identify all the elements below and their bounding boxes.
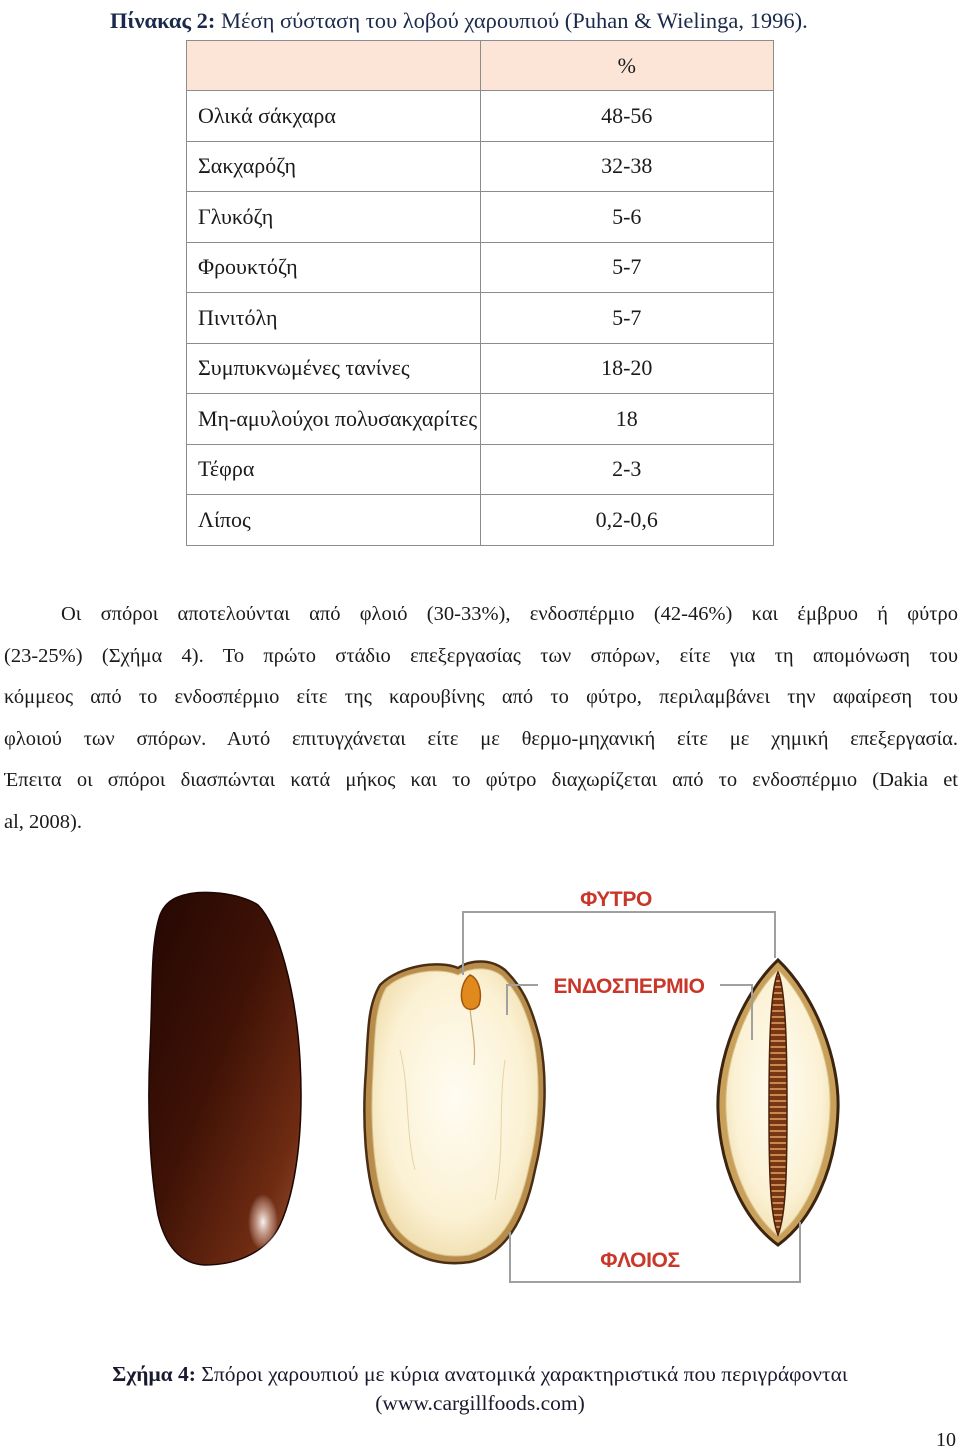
component-name: Τέφρα <box>187 444 481 495</box>
component-name: Φρουκτόζη <box>187 242 481 293</box>
component-name: Σακχαρόζη <box>187 141 481 192</box>
figure-caption-source: (www.cargillfoods.com) <box>375 1391 585 1415</box>
table-row <box>187 242 774 293</box>
component-name: Γλυκόζη <box>187 192 481 243</box>
figure-caption-line <box>0 1360 960 1389</box>
endosperm-label: ΕΝΔΟΣΠΕΡΜΙΟ <box>553 975 705 998</box>
component-name: Μη-αμυλούχοι πολυσακχαρίτες <box>187 394 481 445</box>
seed-whole <box>149 892 301 1265</box>
table-row <box>187 495 774 546</box>
table-header-component <box>187 41 481 91</box>
component-name: Συμπυκνωμένες τανίνες <box>187 343 481 394</box>
table-caption-label: Πίνακας 2: <box>110 8 216 33</box>
page-number: 10 <box>936 1429 956 1451</box>
table-row <box>187 192 774 243</box>
paragraph-line: κόμμεος από το ενδοσπέρμιο είτε της καρουβίνης από το φύτρο, περιλαμβάνει την αφαίρεση του <box>4 686 958 708</box>
hull-label: ΦΛΟΙΟΣ <box>600 1249 680 1272</box>
table-header-percent: % <box>480 41 774 91</box>
component-percent: 18 <box>480 394 774 445</box>
paragraph-line: (23-25%) (Σχήμα 4). Το πρώτο στάδιο επεξεργασίας των σπόρων, είτε για τη απομόνωση του <box>4 644 958 667</box>
table-row <box>187 91 774 142</box>
component-percent: 0,2-0,6 <box>480 495 774 546</box>
component-percent: 5-7 <box>480 242 774 293</box>
connector-line-embryo <box>463 912 775 975</box>
paragraph-line: Έπειτα οι σπόροι διασπώνται κατά μήκος και το φύτρο διαχωρίζεται από το ενδοσπέρμιο (Dakia et <box>4 769 958 791</box>
paragraph-line: φλοιού των σπόρων. Αυτό επιτυγχάνεται είτε με θερμο-μηχανική είτε με χημική επεξεργασία. <box>4 727 958 750</box>
seed-longitudinal-section <box>718 960 838 1245</box>
component-percent: 48-56 <box>480 91 774 142</box>
component-name: Πινιτόλη <box>187 293 481 344</box>
component-percent: 18-20 <box>480 343 774 394</box>
table-row <box>187 293 774 344</box>
figure-caption-label: Σχήμα 4: <box>112 1362 196 1386</box>
seed-cross-section <box>364 962 544 1264</box>
table-row <box>187 141 774 192</box>
table-row <box>187 394 774 445</box>
table-caption <box>110 6 808 36</box>
table-row <box>187 343 774 394</box>
table-caption-text: Μέση σύσταση του λοβού χαρουπιού (Puhan & Wielinga, 1996). <box>220 8 808 33</box>
table-header-row <box>187 41 774 91</box>
composition-table <box>186 40 774 546</box>
component-name: Ολικά σάκχαρα <box>187 91 481 142</box>
component-percent: 5-6 <box>480 192 774 243</box>
paragraph-line: al, 2008). <box>4 810 82 833</box>
component-percent: 2-3 <box>480 444 774 495</box>
figure-caption <box>0 1360 960 1418</box>
figure-caption-text: Σπόροι χαρουπιού με κύρια ανατομικά χαρακτηριστικά που περιγράφονται <box>201 1362 848 1386</box>
component-name: Λίπος <box>187 495 481 546</box>
body-paragraph <box>4 594 958 843</box>
embryo-label: ΦΥΤΡΟ <box>580 888 652 911</box>
component-percent: 32-38 <box>480 141 774 192</box>
paragraph-line: Οι σπόροι αποτελούνται από φλοιό (30-33%), ενδοσπέρμιο (42-46%) και έμβρυο ή φύτρο <box>61 603 958 625</box>
component-percent: 5-7 <box>480 293 774 344</box>
carob-seed-figure <box>0 870 960 1290</box>
table-row <box>187 444 774 495</box>
